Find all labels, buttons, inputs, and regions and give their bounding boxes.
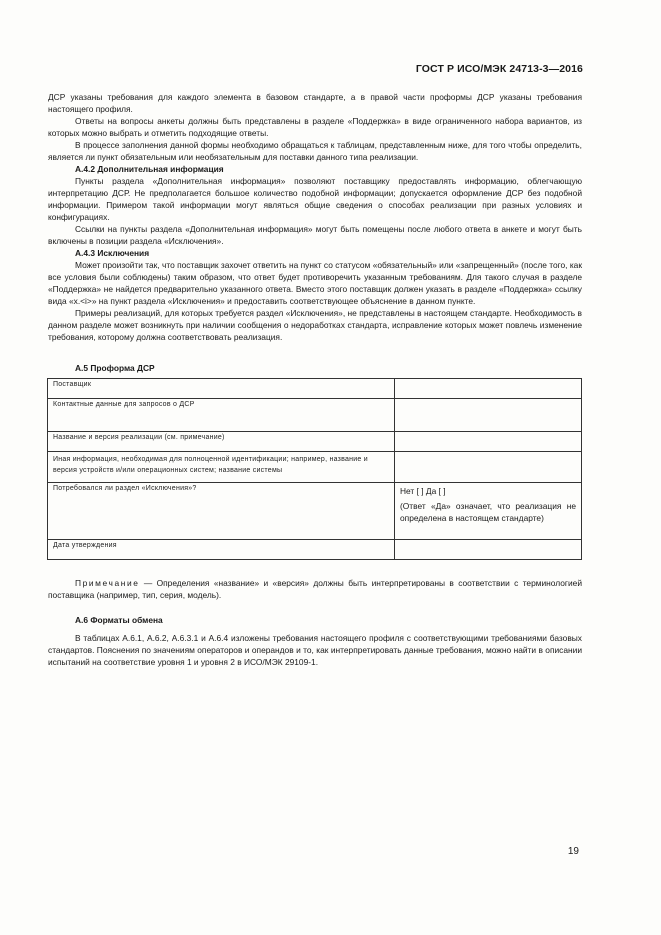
table-row bbox=[48, 540, 582, 560]
note-text: — Определения «название» и «версия» должны быть интерпретированы в соответствии с терминологией поставщика (например, тип, серия, модель). bbox=[48, 578, 582, 600]
paragraph: Пункты раздела «Дополнительная информация» позволяют поставщику предоставлять информацию, облегчающую интерпретацию ДСР. Не предполагается большое количество подобной информации; допускается оформление ДСР без подобной информации. Примером такой информации могут являться общие сведения о способах реализации при разных условиях и конфигурациях. bbox=[48, 176, 582, 222]
paragraph: Ссылки на пункты раздела «Дополнительная информация» могут быть помещены после любого ответа в анкете и могут быть включены в позиции раздела «Исключения». bbox=[48, 224, 582, 246]
exceptions-answer-cell bbox=[395, 483, 582, 540]
table-cell-label: Контактные данные для запросов о ДСР bbox=[48, 399, 395, 432]
proforma-table bbox=[47, 378, 582, 560]
paragraph: В процессе заполнения данной формы необходимо обращаться к таблицам, представленным ниже, для того чтобы определить, является ли пункт обязательным или необязательным для поставки данного типа реализации. bbox=[48, 140, 582, 162]
table-row bbox=[48, 483, 582, 540]
paragraph: В таблицах А.6.1, А.6.2, А.6.3.1 и А.6.4 изложены требования настоящего профиля с соответствующими требованиями базовых стандартов. Пояснения по значениям операторов и операндов и то, как интерпретировать данные требования, можно найти в описании испытаний на соответствие уровня 1 и уровня 2 в ИСО/МЭК 29109-1. bbox=[48, 633, 582, 667]
table-cell-label: Название и версия реализации (см. примечание) bbox=[48, 432, 395, 452]
note-block bbox=[48, 577, 582, 601]
table-cell-value bbox=[395, 432, 582, 452]
table-cell-label: Иная информация, необходимая для полноценной идентификации; например, название и версия устройств и/или операционных систем; название системы bbox=[48, 452, 395, 483]
intro-block bbox=[48, 91, 582, 343]
table-row bbox=[48, 432, 582, 452]
table-row bbox=[48, 399, 582, 432]
page-number: 19 bbox=[567, 846, 579, 857]
table-cell-value bbox=[395, 452, 582, 483]
table-cell-value bbox=[395, 540, 582, 560]
section-heading-a6: А.6 Форматы обмена bbox=[75, 615, 163, 625]
table-cell-label: Дата утверждения bbox=[48, 540, 395, 560]
document-header: ГОСТ Р ИСО/МЭК 24713-3—2016 bbox=[415, 63, 583, 75]
table-cell-label: Потребовался ли раздел «Исключения»? bbox=[48, 483, 395, 540]
paragraph: Может произойти так, что поставщик захочет ответить на пункт со статусом «обязательный» или «запрещенный» (после того, как все условия были соблюдены) таким образом, что ответ будет противоречить указанным требованиям. Для такого случая в разделе «Поддержка» не найдется предварительно указанного ответа. Вместо этого поставщик должен указать в разделе «Поддержка» ссылку вида «х.<i>» на пункт раздела «Исключения» и предоставить соответствующее объяснение в данном пункте. bbox=[48, 260, 582, 306]
section-heading-a5: А.5 Проформа ДСР bbox=[75, 363, 155, 373]
note bbox=[48, 577, 582, 601]
paragraph: Ответы на вопросы анкеты должны быть представлены в разделе «Поддержка» в виде ограниченного набора вариантов, из которых можно выбрать и отметить подходящие ответы. bbox=[48, 116, 582, 138]
paragraph: Примеры реализаций, для которых требуется раздел «Исключения», не представлены в настоящем стандарте. Необходимость в данном разделе может возникнуть при наличии сообщения о недоработках стандарта, исправление которых может повлечь изменение требования, которому должна соответствовать реализация. bbox=[48, 308, 582, 342]
table-row bbox=[48, 379, 582, 399]
exceptions-note: (Ответ «Да» означает, что реализация не определена в настоящем стандарте) bbox=[400, 501, 576, 523]
table-cell-label: Поставщик bbox=[48, 379, 395, 399]
paragraph: ДСР указаны требования для каждого элемента в базовом стандарте, а в правой части проформы ДСР указаны требования настоящего профиля. bbox=[48, 92, 582, 114]
section-heading-a43: А.4.3 Исключения bbox=[75, 248, 150, 258]
note-label: Примечание bbox=[75, 578, 140, 588]
table-row bbox=[48, 452, 582, 483]
section-heading-a42: А.4.2 Дополнительная информация bbox=[75, 164, 224, 174]
table-cell-value bbox=[395, 399, 582, 432]
exceptions-answer: Нет [ ] Да [ ] bbox=[400, 486, 446, 496]
section-a6-block bbox=[48, 632, 582, 668]
table-cell-value bbox=[395, 379, 582, 399]
